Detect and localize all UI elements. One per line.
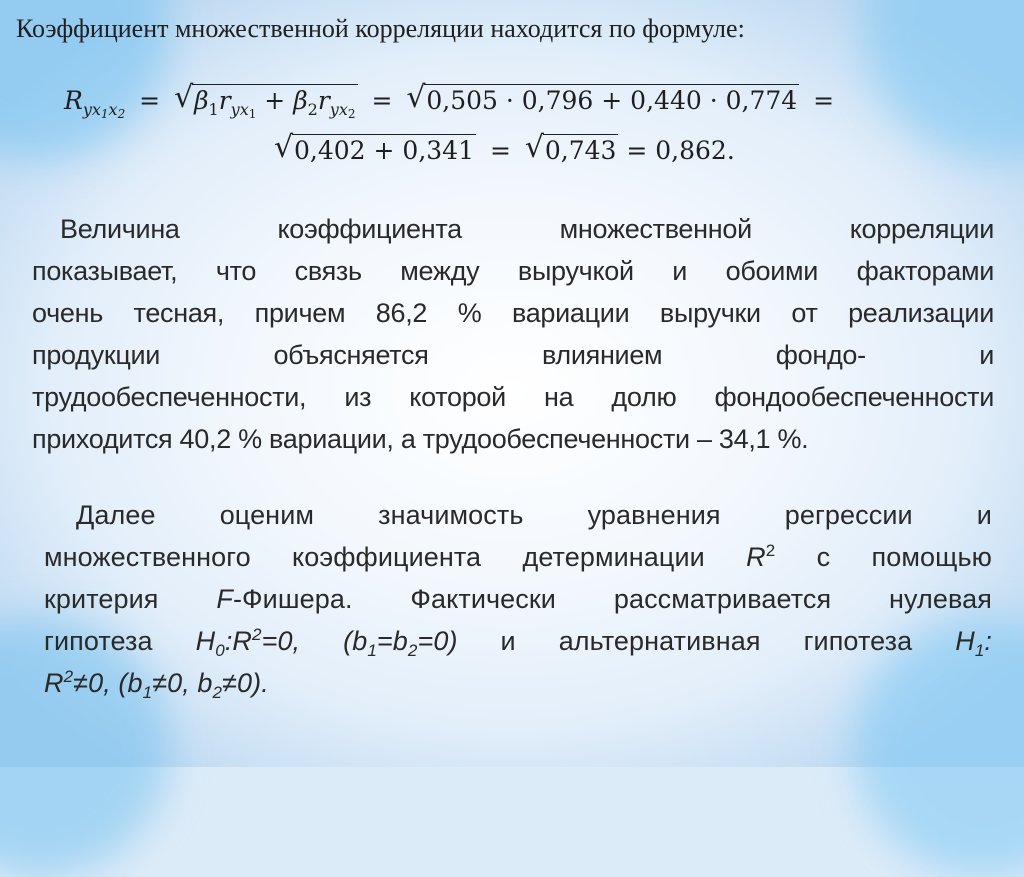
paragraph-significance-test: Далее оценим значимость уравнения регрессии и множественного коэффициента детерминации $R^2$ с помощью критерия F-Фишера. Фактически рассматривается нулевая гипотеза $H_0:R^2=0$, $(b_1=b_2=0)$ и альтернативная гипотеза $H_1$: $R^2\ne 0$, ($b_1\ne 0$, $b_2\ne 0$). [44,500,992,702]
sqrt-numeric: √ 0,505 · 0,796 + 0,440 · 0,774 [406,80,798,115]
sqrt-sum: √ 0,402 + 0,341 [274,130,474,165]
intro-text: Коэффициент множественной корреляции находится по формуле: [16,14,745,43]
formula-line-2: √ 0,402 + 0,341 = √ 0,743 = 0,862. [274,130,735,165]
formula-lhs: $R_{yx_1x_2}$ [64,86,126,121]
sqrt-value: √ 0,743 [524,130,617,165]
paragraph-correlation-interpretation: Величина коэффициента множественной корреляции показывает, что связь между выручкой и обоими факторами очень тесная, причем 86,2 % вариации выручки от реализации продукции объясняется влиянием фондо- и трудообеспеченности, из которой на долю фондообеспеченности приходится 40,2 % вариации, а трудообеспеченности – 34,1 %. [32,214,994,454]
sqrt-symbolic: √ $\beta_1r_{yx_1} + \beta_2r_{yx_2}$ [174,80,356,121]
formula-line-1: $R_{yx_1x_2}$ = √ $\beta_1r_{yx_1} + \beta_2r_{yx_2}$ = √ 0,505 · 0,796 + 0,440 · 0,774 = [64,80,835,121]
formula-result: = 0,862. [626,136,735,165]
